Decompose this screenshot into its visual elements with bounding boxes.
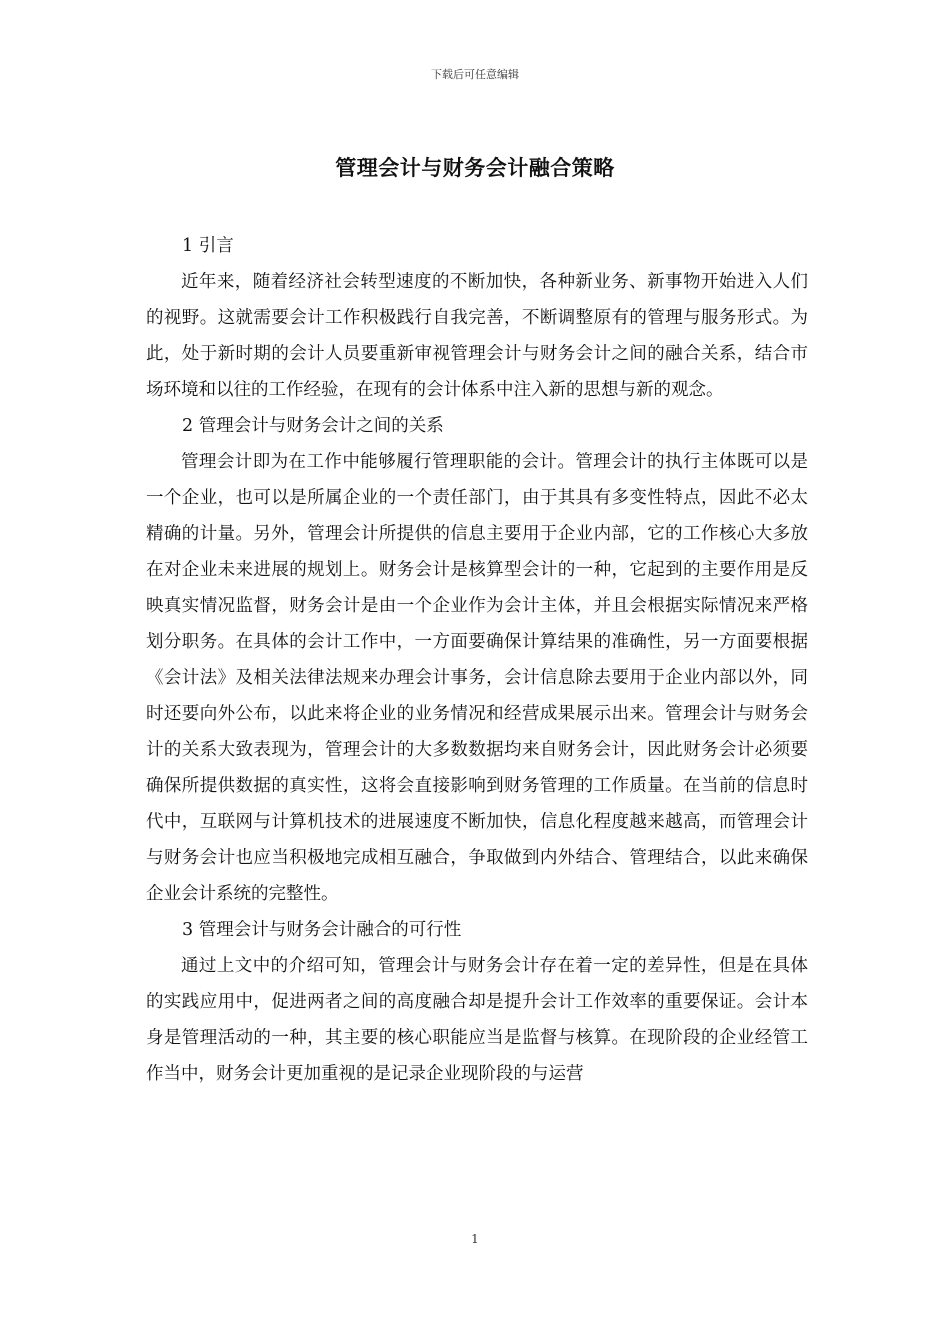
section-heading-introduction: 1 引言	[182, 236, 234, 256]
paragraph-introduction: 近年来，随着经济社会转型速度的不断加快，各种新业务、新事物开始进入人们的视野。这就需要会计工作积极践行自我完善，不断调整原有的管理与服务形式。为此，处于新时期的会计人员要重新审视管理会计与财务会计之间的融合关系，结合市场环境和以往的工作经验，在现有的会计体系中注入新的思想与新的观念。	[146, 272, 808, 400]
section-heading-feasibility: 3 管理会计与财务会计融合的可行性	[182, 920, 462, 940]
page-number: 1	[471, 1232, 479, 1246]
header-note: 下载后可任意编辑	[431, 68, 519, 81]
document-title: 管理会计与财务会计融合策略	[335, 155, 615, 180]
section-heading-relationship: 2 管理会计与财务会计之间的关系	[182, 416, 444, 436]
document-body	[146, 228, 808, 1092]
paragraph-relationship: 管理会计即为在工作中能够履行管理职能的会计。管理会计的执行主体既可以是一个企业，也可以是所属企业的一个责任部门，由于其具有多变性特点，因此不必太精确的计量。另外，管理会计所提供的信息主要用于企业内部，它的工作核心大多放在对企业未来进展的规划上。财务会计是核算型会计的一种，它起到的主要作用是反映真实情况监督，财务会计是由一个企业作为会计主体，并且会根据实际情况来严格划分职务。在具体的会计工作中，一方面要确保计算结果的准确性，另一方面要根据《会计法》及相关法律法规来办理会计事务，会计信息除去要用于企业内部以外，同时还要向外公布，以此来将企业的业务情况和经营成果展示出来。管理会计与财务会计的关系大致表现为，管理会计的大多数数据均来自财务会计，因此财务会计必须要确保所提供数据的真实性，这将会直接影响到财务管理的工作质量。在当前的信息时代中，互联网与计算机技术的进展速度不断加快，信息化程度越来越高，而管理会计与财务会计也应当积极地完成相互融合，争取做到内外结合、管理结合，以此来确保企业会计系统的完整性。	[146, 452, 808, 904]
paragraph-feasibility: 通过上文中的介绍可知，管理会计与财务会计存在着一定的差异性，但是在具体的实践应用中，促进两者之间的高度融合却是提升会计工作效率的重要保证。会计本身是管理活动的一种，其主要的核心职能应当是监督与核算。在现阶段的企业经管工作当中，财务会计更加重视的是记录企业现阶段的与运营	[146, 956, 808, 1084]
